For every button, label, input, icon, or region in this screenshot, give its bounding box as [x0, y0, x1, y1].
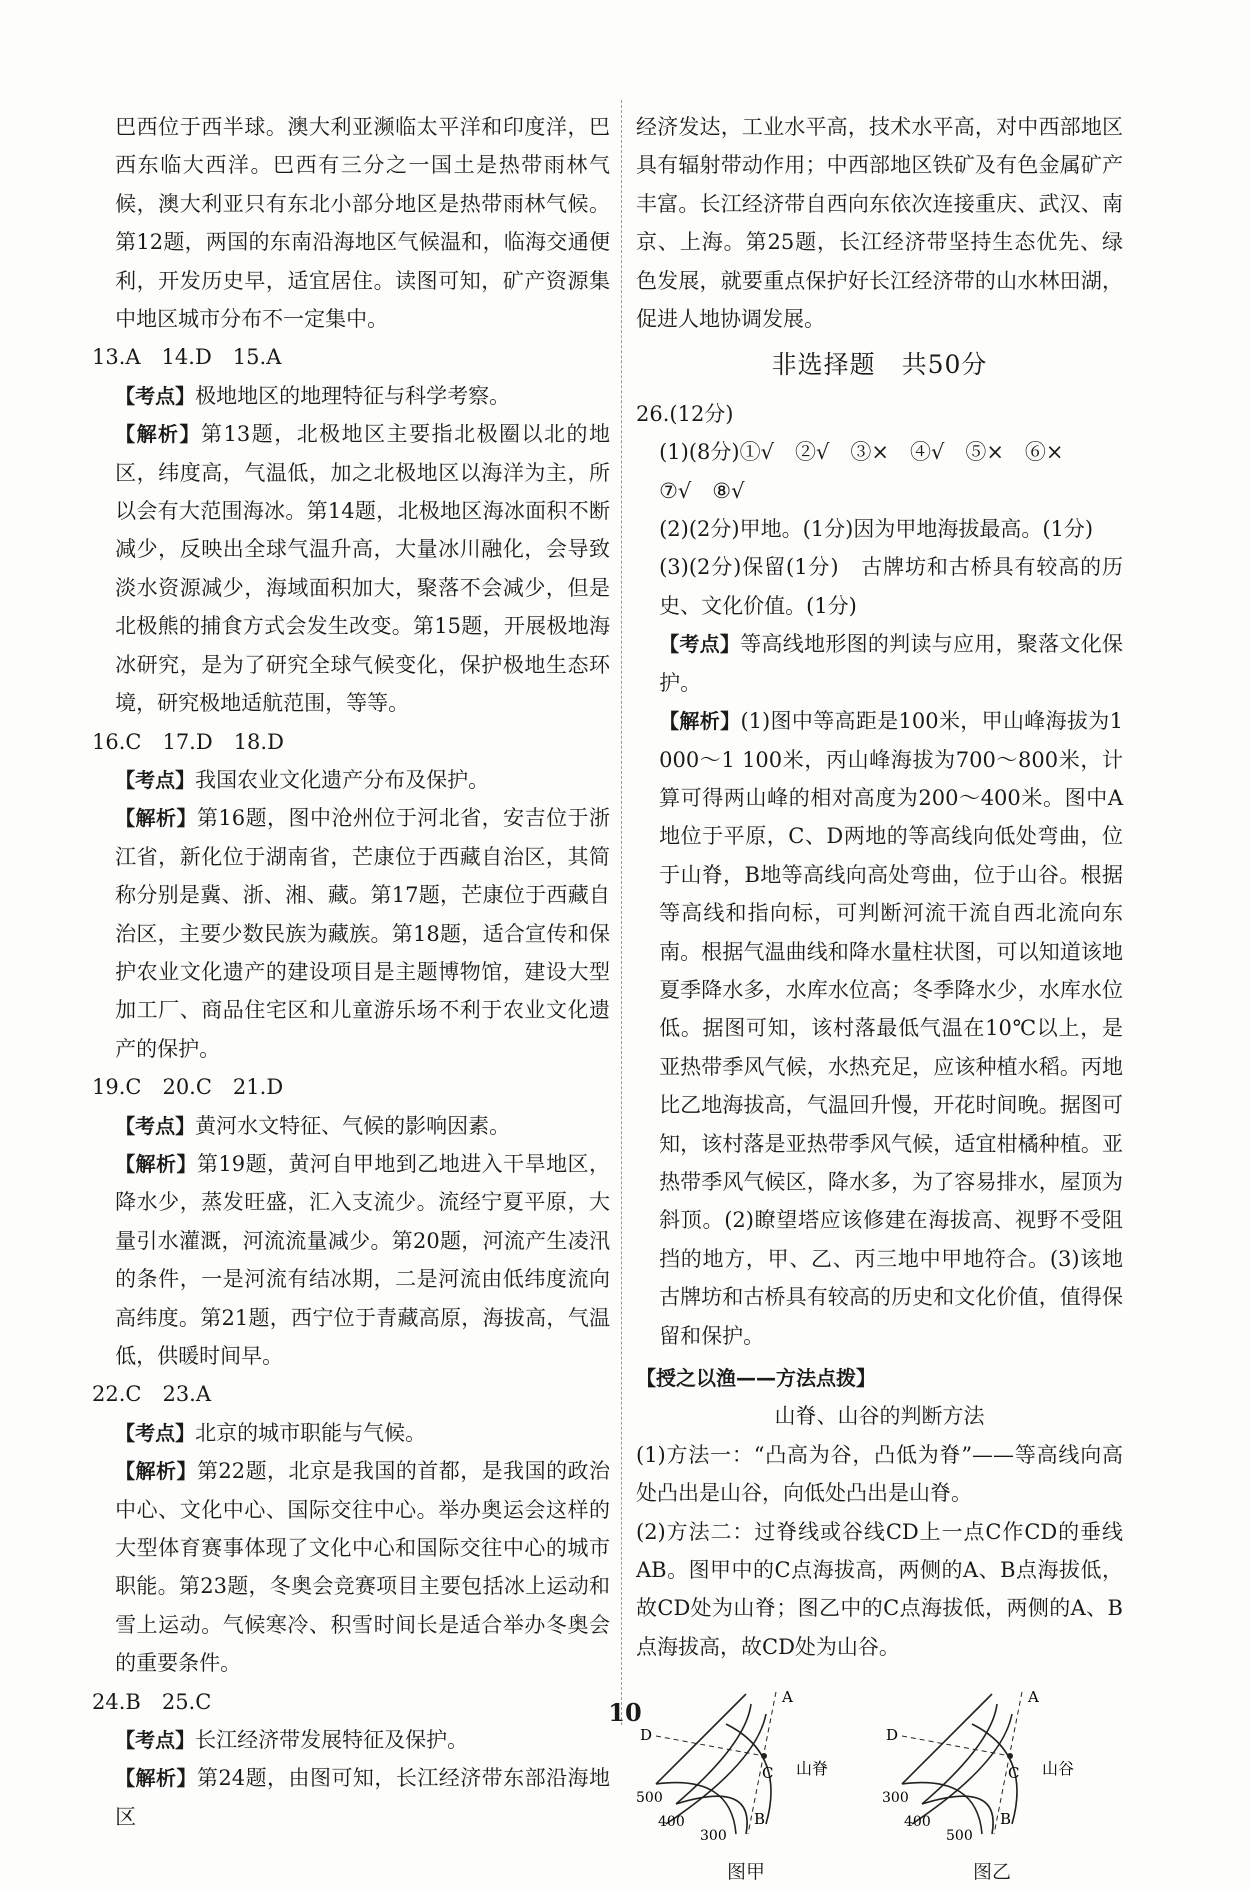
jiexi	[92, 1452, 610, 1682]
kaodian	[92, 1107, 610, 1145]
jiexi	[92, 1759, 610, 1836]
label-d: D	[886, 1726, 899, 1745]
kaodian-label: 【考点】	[115, 1113, 196, 1138]
label-d: D	[640, 1726, 653, 1745]
contour-500: 500	[946, 1828, 973, 1845]
kaodian-text: 北京的城市职能与气候。	[195, 1420, 427, 1445]
kaodian-text: 极地地区的地理特征与科学考察。	[195, 383, 511, 408]
jiexi-text: 第24题，由图可知，长江经济带东部沿海地区	[115, 1766, 610, 1829]
kaodian-text: 等高线地形图的判读与应用，聚落文化保护。	[659, 632, 1123, 695]
jiexi	[92, 415, 610, 722]
answer-block-16-18	[92, 723, 610, 1069]
jiexi	[636, 702, 1123, 1355]
label-a: A	[1028, 1688, 1039, 1707]
contour-300: 300	[700, 1828, 727, 1845]
kaodian	[92, 761, 610, 799]
continuation-text: 经济发达，工业水平高，技术水平高，对中西部地区具有辐射带动作用；中西部地区铁矿及有色金属矿产丰富。长江经济带自西向东依次连接重庆、武汉、南京、上海。第25题，长江经济带坚持生态优先、绿色发展，就要重点保护好长江经济带的山水林田湖，促进人地协调发展。	[636, 115, 1123, 332]
kaodian	[636, 625, 1123, 702]
contour-300: 300	[882, 1790, 909, 1807]
label-b: B	[754, 1810, 766, 1829]
jiexi-text: 第16题，图中沧州位于河北省，安吉位于浙江省，新化位于湖南省，芒康位于西藏自治区，其简称分别是冀、浙、湘、藏。第17题，芒康位于西藏自治区，主要少数民族为藏族。第18题，适合宣传和保护农业文化遗产的建设项目是主题博物馆，建设大型加工厂、商品住宅区和儿童游乐场不利于农业文化遗产的保护。	[115, 806, 610, 1061]
contour-500: 500	[636, 1790, 663, 1807]
method-title: 山脊、山谷的判断方法	[774, 1404, 985, 1429]
label-c: C	[1008, 1764, 1020, 1783]
kaodian	[92, 377, 610, 415]
jiexi-label: 【解析】	[115, 806, 197, 831]
column-divider	[621, 100, 622, 1725]
answers: 22.C 23.A	[92, 1382, 212, 1407]
point-c	[761, 1753, 767, 1759]
kaodian-text: 我国农业文化遗产分布及保护。	[195, 767, 490, 792]
contour-line	[912, 1714, 1012, 1824]
jiexi-label: 【解析】	[115, 1459, 197, 1484]
jiexi	[92, 1145, 610, 1375]
answer-block-22-23	[92, 1375, 610, 1682]
kaodian-label: 【考点】	[115, 383, 196, 408]
q26-part1-a: (1)(8分)①√ ②√ ③× ④√ ⑤× ⑥×	[659, 440, 1064, 465]
jiexi-label: 【解析】	[659, 709, 741, 734]
answers: 13.A 14.D 15.A	[92, 345, 282, 370]
kaodian-label: 【考点】	[659, 632, 741, 657]
jiexi-text: (1)图中等高距是100米，甲山峰海拔为1 000～1 100米，丙山峰海拔为700～800米，计算可得两山峰的相对高度为200～400米。图中A地位于平原，C、D两地的等高线向低处弯曲，位于山脊，B地等高线向高处弯曲，位于山谷。根据等高线和指向标，可判断河流干流自西北流向东南。根据气温曲线和降水量柱状图，可以知道该地夏季降水多，水库水位高；冬季降水少，水库水位低。据图可知，该村落最低气温在10℃以上，是亚热带季风气候，水热充足，应该种植水稻。丙地比乙地海拔高，气温回升慢，开花时间晚。据图可知，该村落是亚热带季风气候，适宜柑橘种植。亚热带季风气候区，降水多，为了容易排水，屋顶为斜顶。(2)瞭望塔应该修建在海拔高、视野不受阻挡的地方，甲、乙、丙三地中甲地符合。(3)该地古牌坊和古桥具有较高的历史和文化价值，值得保留和保护。	[659, 709, 1123, 1348]
answer-block-19-21	[92, 1068, 610, 1375]
q26-part3: (3)(2分)保留(1分) 古牌坊和古桥具有较高的历史、文化价值。(1分)	[659, 555, 1123, 618]
jiexi-text: 第19题，黄河自甲地到乙地进入干旱地区，降水少，蒸发旺盛，汇入支流少。流经宁夏平原，大量引水灌溉，河流流量减少。第20题，河流产生凌汛的条件，一是河流有结冰期，二是河流由低纬度流向高纬度。第21题，西宁位于青藏高原，海拔高，气温低，供暖时间早。	[115, 1151, 610, 1368]
kaodian-text: 长江经济带发展特征及保护。	[195, 1728, 469, 1753]
label-b: B	[1000, 1810, 1012, 1829]
jiexi-label: 【解析】	[115, 1766, 197, 1791]
question-26-head: 26.(12分)	[636, 401, 734, 426]
kaodian-text: 黄河水文特征、气候的影响因素。	[195, 1113, 511, 1138]
method-2: (2)方法二：过脊线或谷线CD上一点C作CD的垂线AB。图甲中的C点海拔高，两侧的A、B点海拔低，故CD处为山脊；图乙中的C点海拔低，两侧的A、B点海拔高，故CD处为山谷。	[636, 1519, 1123, 1659]
contour-line	[666, 1714, 766, 1824]
answer-block-13-15	[92, 338, 610, 722]
left-column	[92, 108, 610, 1836]
page-number: 10	[608, 1698, 642, 1727]
jiexi-text: 第22题，北京是我国的首都，是我国的政治中心、文化中心、国际交往中心。举办奥运会这样的大型体育赛事体现了文化中心和国际交往中心的城市职能。第23题，冬奥会竞赛项目主要包括冰上运动和雪上运动。气候寒冷、积雪时间长是适合举办冬奥会的重要条件。	[115, 1459, 610, 1676]
contour-400: 400	[658, 1814, 685, 1831]
jiexi-text: 第13题，北极地区主要指北极圈以北的地区，纬度高，气温低，加之北极地区以海洋为主，所以会有大范围海冰。第14题，北极地区海冰面积不断减少，反映出全球气温升高，大量冰川融化，会导致淡水资源减少，海域面积加大，聚落不会减少，但是北极熊的捕食方式会发生改变。第15题，开展极地海冰研究，是为了研究全球气候变化，保护极地生态环境，研究极地适航范围，等等。	[115, 422, 610, 716]
jiexi	[92, 799, 610, 1068]
right-column	[636, 108, 1123, 1891]
label-a: A	[782, 1688, 793, 1707]
q26-part2: (2)(2分)甲地。(1分)因为甲地海拔最高。(1分)	[659, 517, 1094, 542]
figure-a-caption: 图甲	[726, 1860, 765, 1883]
jiexi-label: 【解析】	[115, 1151, 197, 1176]
answers: 19.C 20.C 21.D	[92, 1075, 284, 1100]
kaodian-label: 【考点】	[115, 767, 196, 792]
method-box	[636, 1359, 1123, 1397]
kaodian	[92, 1414, 610, 1452]
jiexi-label: 【解析】	[115, 422, 202, 447]
kaodian-label: 【考点】	[115, 1420, 196, 1445]
section-title: 非选择题 共50分	[771, 350, 988, 380]
kaodian-label: 【考点】	[115, 1728, 196, 1753]
answers: 24.B 25.C	[92, 1689, 212, 1714]
method-1: (1)方法一：“凸高为谷，凸低为脊”——等高线向高处凸出是山谷，向低处凸出是山脊。	[636, 1442, 1123, 1506]
valley-label: 山谷	[1042, 1759, 1075, 1779]
label-c: C	[762, 1764, 774, 1783]
method-label: 【授之以渔——方法点拨】	[636, 1366, 876, 1390]
figure-b-caption: 图乙	[972, 1860, 1011, 1883]
point-c	[1007, 1753, 1013, 1759]
answers: 16.C 17.D 18.D	[92, 729, 284, 754]
ridge-label: 山脊	[796, 1759, 829, 1779]
q26-part1-b: ⑦√ ⑧√	[659, 478, 745, 503]
continuation-text: 巴西位于西半球。澳大利亚濒临太平洋和印度洋，巴西东临大西洋。巴西有三分之一国土是热带雨林气候，澳大利亚只有东北小部分地区是热带雨林气候。第12题，两国的东南沿海地区气候温和，临海交通便利，开发历史早，适宜居住。读图可知，矿产资源集中地区城市分布不一定集中。	[115, 115, 610, 332]
contour-400: 400	[904, 1814, 931, 1831]
